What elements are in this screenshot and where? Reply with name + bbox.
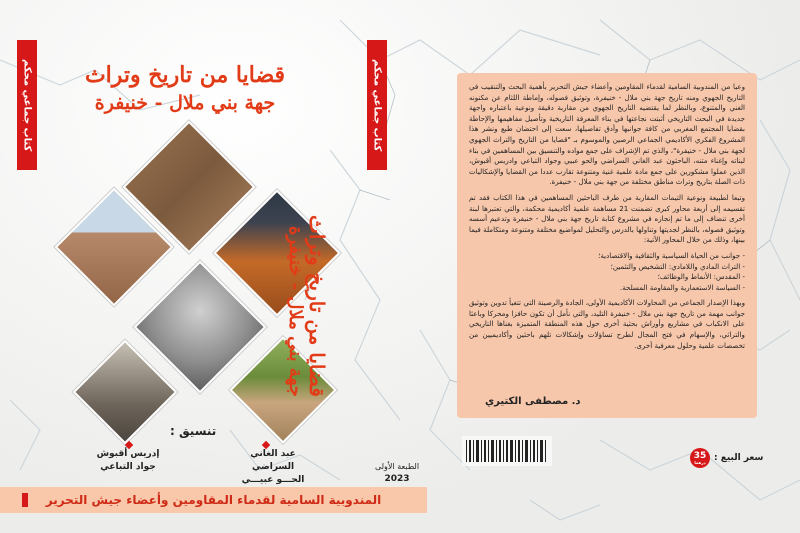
coordinator-name: إدريس أقبوش جواد التباعي (96, 449, 160, 472)
back-bullet: - السياسة الاستعمارية والمقاومة المسلحة. (619, 282, 745, 292)
spine-title-line2: جهة بني ملال - خنيفرة (285, 225, 306, 397)
spine-title (284, 215, 328, 397)
accent-bar (22, 493, 28, 507)
price-value: 35 (693, 450, 707, 461)
back-bullet: - جوانب من الحياة السياسية والثقافية والاقتصادية؛ (598, 250, 745, 260)
author-signature: د. مصطفى الكتيري (485, 396, 581, 408)
back-cover-text (457, 73, 757, 418)
edition-info: الطبعة الأولى 2023 (374, 462, 420, 484)
publisher-banner: المندوبية السامية لقدماء المقاومين وأعضاء جيش التحرير (0, 487, 427, 513)
coordinator-name: عبد الغاني السراضي الحـــو عبيـــي (241, 449, 305, 485)
back-paragraph: وبهذا الإصدار الجماعي من المحاولات الأكاديمية الأولى، الجادة والرصينة التي تتغيأ تدوين وتوثيق جوانب مهمة من تاريخ جهة بني ملال - خنيفرة التليد، والتي نأمل أن تكون حافزا ومحركا وباعثا على الانكباب في مشاريع وأوراش بحثية أخرى حول هذه المنطقة المتميزة بغناها التاريخي والتراثي، والإسهام في فتح المجال لطرح تساؤلات وإشكالات تلهم باحثين وأكاديميين من تخصصات علمية وحلول معرفية أخرى. (469, 298, 745, 350)
back-paragraph: وتبعا لطبيعة ونوعية التيمات المقاربة من طرف الباحثين المساهمين في هذا الكتاب فقد تم تقسيمه إلى أربعة محاور كبرى تضمنت 21 مساهمة علمية أكاديمية محكمة، والتي تعتبرها لبنة أخرى تنضاف إلى ما تم إنجازه في مشروع كتابة تاريخ جهة بني ملال - خنيفرة وتدعيم أسسه وتوثيق فصوله، بالنظر لجديتها وتناولها بالدرس والتحليل لمواضيع مختلفة ومتنوعة ومتكاملة فيما بينها، وذلك من خلال المحاور الآتية: (469, 192, 745, 245)
price-currency: درهما (694, 459, 706, 465)
series-label-front: كتاب جماعي محكم (17, 40, 37, 170)
back-paragraph: وعيا من المندوبية السامية لقدماء المقاومين وأعضاء جيش التحرير بأهمية البحث والتنقيب في التاريخ الجهوي ومنه تاريخ جهة بني ملال - خنيفرة، وتوثيق فصوله، وإماطة اللثام عن مكنونه الغني والمتنوع، وبالنظر لما يقتضيه التاريخ الجهوي من مقاربة دقيقة ونوعية باعتباره واجهة جديدة في البحث التاريخي أثبتت نجاعتها في بناء المعرفة التاريخية وتأصيل مفاهيمها والإحاطة بقضايا المجتمع المغربي من كافة جوانبها وأدق تفاصيلها، سعت إلى احتضان طبع ونشر هذا المشروع الفكري الأكاديمي الجماعي الرصين والموسوم بـ "قضايا من التاريخ والتراث الجهوي لجهة بني ملال - خنيفرة"، والذي تم الإشراف على جمع مواده والتنسيق بين المساهمين في بناء لبناته وإغناء متنه، الباحثون عبد الغاني السراضي والحو عبيي وجواد التباعي وادريس أقبوش، الذين عملوا مشكورين على جمع مادة علمية غنية ومتنوعة تقارب عددا من القضايا والإشكاليات ذات الصلة بتاريخ وتراث مناطق مختلفة من جهة بني ملال - خنيفرة. (469, 82, 745, 187)
spine-title-line1: قضايا من تاريخ وتراث (305, 215, 329, 397)
cover-title-line2: جهة بني ملال - خنيفرة (94, 92, 276, 114)
coordination-label: تنسيق : (170, 424, 217, 438)
back-bullet: - المقدس: الأنماط والوظائف؛ (657, 272, 745, 282)
price-tag (690, 448, 763, 468)
series-label-back: كتاب جماعي محكم (367, 40, 387, 170)
cover-title-line1: قضايا من تاريخ وتراث (84, 62, 286, 88)
cover-title (60, 60, 310, 116)
price-badge (690, 448, 710, 468)
price-label: سعر البيع : (714, 453, 764, 463)
back-bullet: - التراث المادي واللامادي: التشخيص والتثمين؛ (610, 261, 745, 271)
barcode-icon (462, 436, 552, 466)
